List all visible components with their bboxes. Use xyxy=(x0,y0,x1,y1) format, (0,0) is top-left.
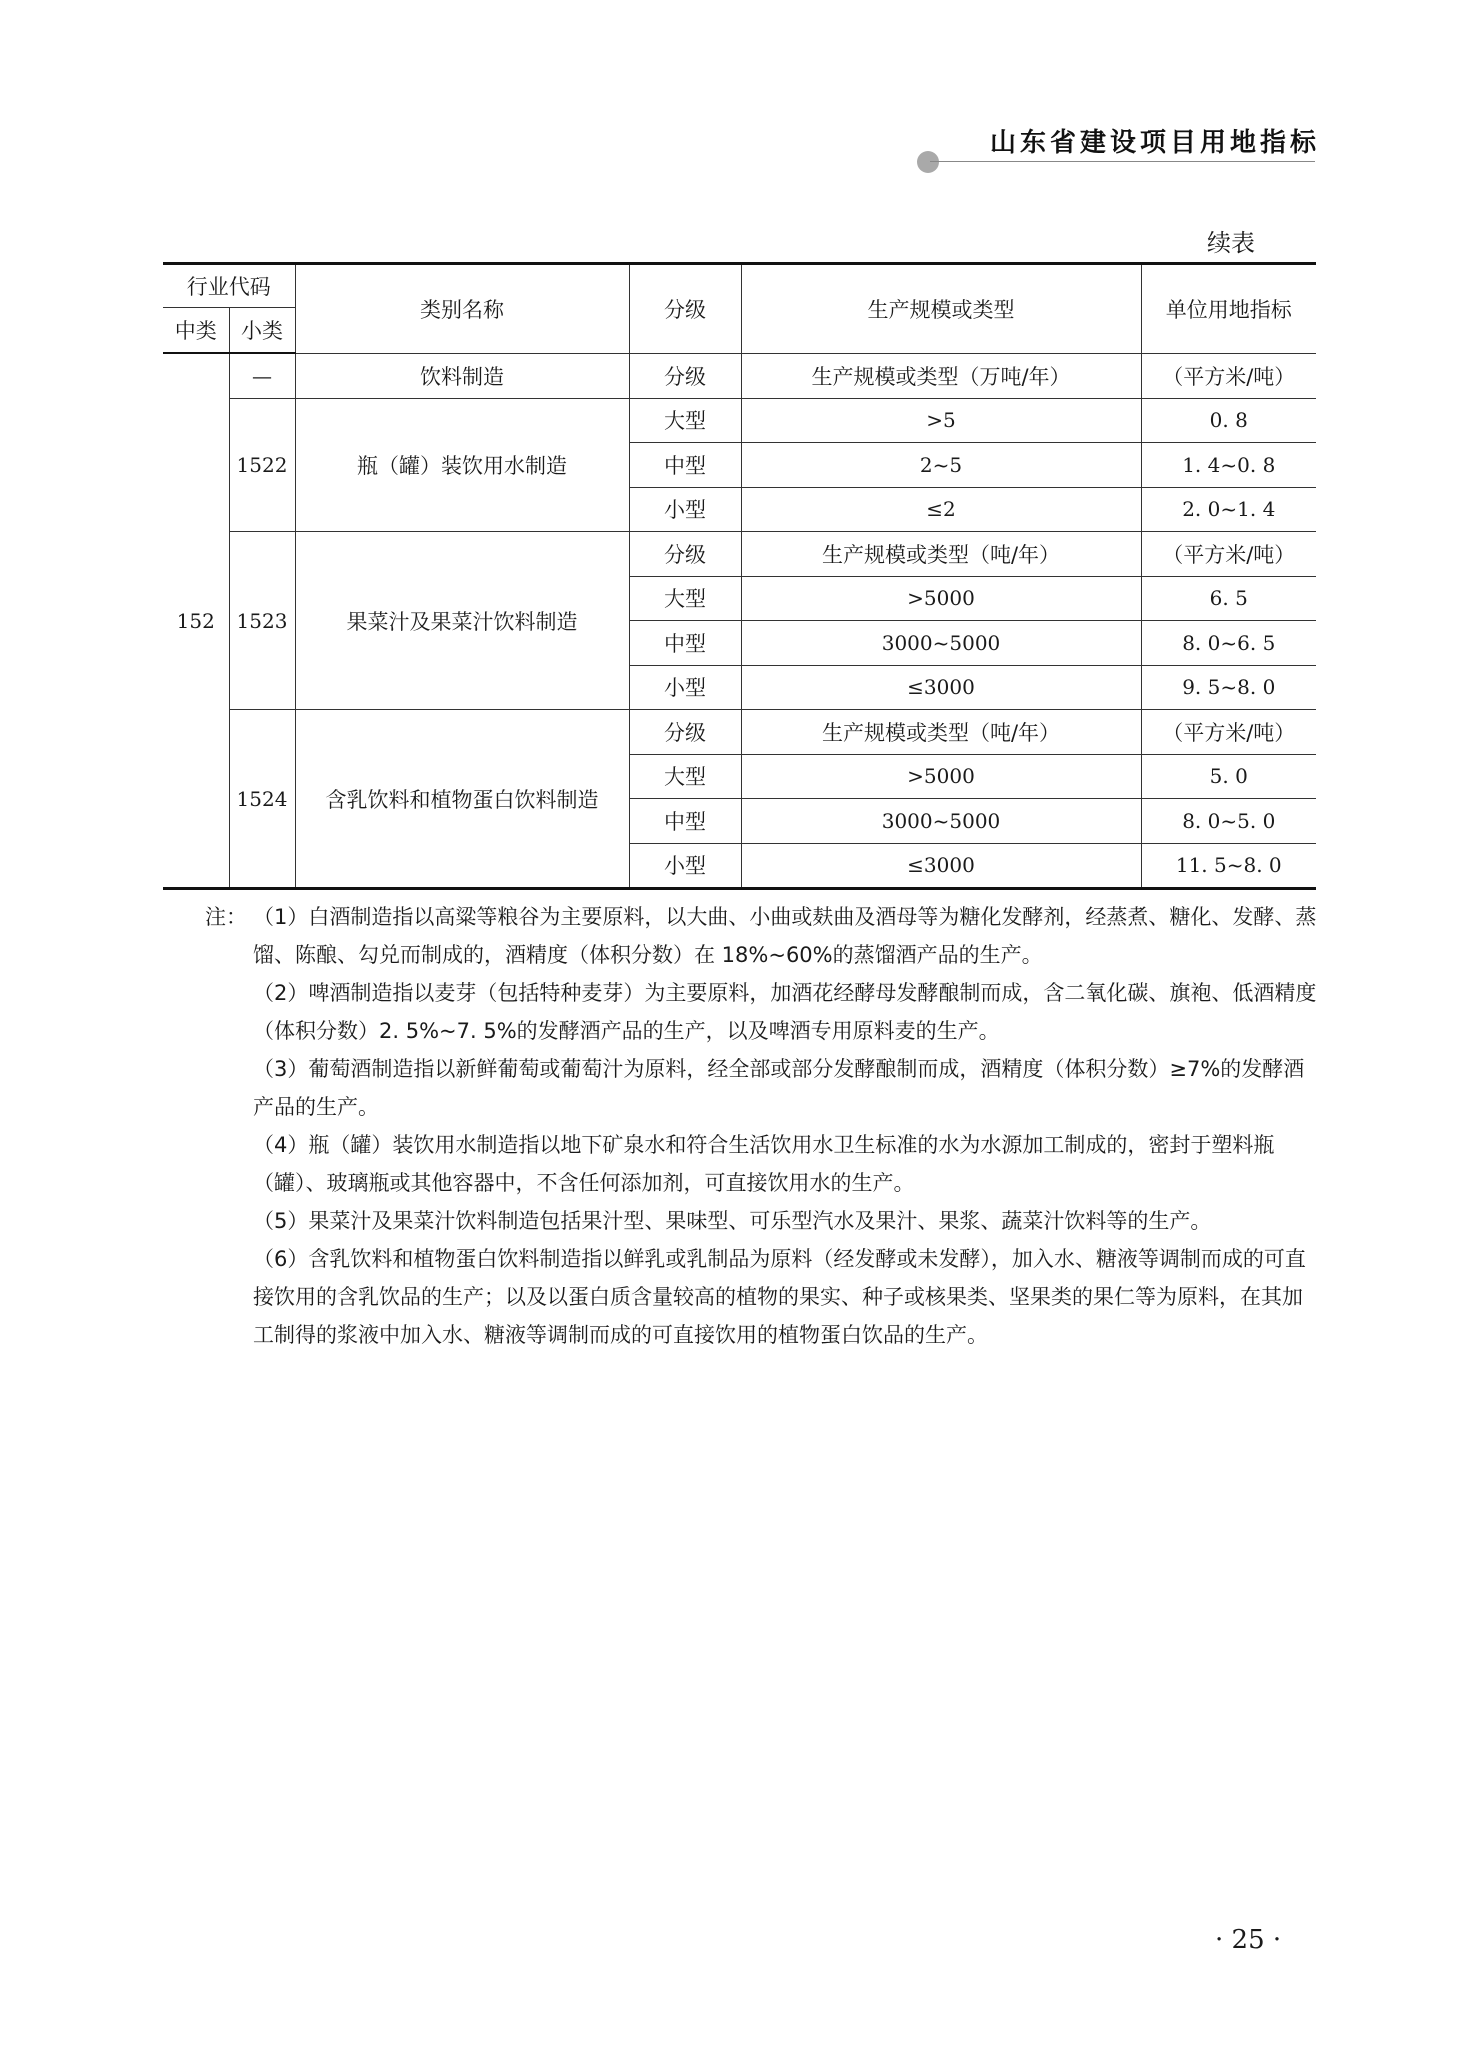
table-row xyxy=(163,710,1316,755)
scale-cell: 生产规模或类型（吨/年） xyxy=(741,532,1141,577)
note-item: （4）瓶（罐）装饮用水制造指以地下矿泉水和符合生活饮用水卫生标准的水为水源加工制成的，密封于塑料瓶（罐）、玻璃瓶或其他容器中，不含任何添加剂，可直接饮用水的生产。 xyxy=(253,1133,1275,1195)
grade-cell: 大型 xyxy=(629,398,741,443)
scale-cell: >5 xyxy=(741,398,1141,443)
value-cell: 2. 0~1. 4 xyxy=(1141,487,1316,532)
value-cell: （平方米/吨） xyxy=(1141,710,1316,755)
header-title: 山东省建设项目用地指标 xyxy=(990,128,1321,158)
scale-cell: 生产规模或类型（吨/年） xyxy=(741,710,1141,755)
header-dot xyxy=(917,151,939,173)
scale-cell: 2~5 xyxy=(741,443,1141,488)
note-item: （6）含乳饮料和植物蛋白饮料制造指以鲜乳或乳制品为原料（经发酵或未发酵），加入水、糖液等调制而成的可直接饮用的含乳饮品的生产；以及以蛋白质含量较高的植物的果实、种子或核果类、坚果类的果仁等为原料，在其加工制得的浆液中加入水、糖液等调制而成的可直接饮用的植物蛋白饮品的生产。 xyxy=(253,1247,1306,1347)
notes-prefix: 注： xyxy=(205,905,247,929)
grade-cell: 分级 xyxy=(629,353,741,398)
scale-cell: >5000 xyxy=(741,754,1141,799)
note-item xyxy=(205,898,1320,974)
scale-cell: 生产规模或类型（万吨/年） xyxy=(741,353,1141,398)
scale-cell: 3000~5000 xyxy=(741,799,1141,844)
scale-cell: ≤2 xyxy=(741,487,1141,532)
value-cell: 6. 5 xyxy=(1141,576,1316,621)
note-item: （2）啤酒制造指以麦芽（包括特种麦芽）为主要原料，加酒花经酵母发酵酿制而成，含二氧化碳、旗袍、低酒精度（体积分数）2. 5%~7. 5%的发酵酒产品的生产，以及啤酒专用原料麦的生产。 xyxy=(253,981,1317,1043)
grade-cell: 小型 xyxy=(629,665,741,710)
value-cell: 5. 0 xyxy=(1141,754,1316,799)
sub-class-code: 1523 xyxy=(229,532,295,710)
grade-cell: 分级 xyxy=(629,532,741,577)
table-row xyxy=(163,398,1316,443)
header-sub-class: 小类 xyxy=(229,308,295,354)
header-grade: 分级 xyxy=(629,264,741,354)
value-cell: 8. 0~5. 0 xyxy=(1141,799,1316,844)
sub-class-code: 1522 xyxy=(229,398,295,532)
note-item: （5）果菜汁及果菜汁饮料制造包括果汁型、果味型、可乐型汽水及果汁、果浆、蔬菜汁饮料等的生产。 xyxy=(253,1209,1212,1233)
grade-cell: 分级 xyxy=(629,710,741,755)
grade-cell: 大型 xyxy=(629,754,741,799)
header-unit-index: 单位用地指标 xyxy=(1141,264,1316,354)
category-name: 饮料制造 xyxy=(295,353,629,398)
grade-cell: 中型 xyxy=(629,443,741,488)
header-mid-class: 中类 xyxy=(163,308,229,354)
mid-class-code: 152 xyxy=(163,353,229,889)
header-category-name: 类别名称 xyxy=(295,264,629,354)
category-name: 瓶（罐）装饮用水制造 xyxy=(295,398,629,532)
scale-cell: 3000~5000 xyxy=(741,621,1141,666)
value-cell: 0. 8 xyxy=(1141,398,1316,443)
grade-cell: 小型 xyxy=(629,487,741,532)
scale-cell: ≤3000 xyxy=(741,843,1141,889)
note-item: （3）葡萄酒制造指以新鲜葡萄或葡萄汁为原料，经全部或部分发酵酿制而成，酒精度（体积分数）≥7%的发酵酒产品的生产。 xyxy=(253,1057,1305,1119)
value-cell: 1. 4~0. 8 xyxy=(1141,443,1316,488)
notes-section xyxy=(205,898,1320,1354)
note-text: （1）白酒制造指以高粱等粮谷为主要原料，以大曲、小曲或麸曲及酒母等为糖化发酵剂，经蒸煮、糖化、发酵、蒸馏、陈酿、勾兑而制成的，酒精度（体积分数）在 18%~60%的蒸馏酒产品的生产。 xyxy=(253,905,1317,967)
table-row xyxy=(163,532,1316,577)
land-index-table xyxy=(163,262,1316,890)
sub-class-code: — xyxy=(229,353,295,398)
header-rule xyxy=(930,161,1315,162)
grade-cell: 小型 xyxy=(629,843,741,889)
grade-cell: 中型 xyxy=(629,799,741,844)
continued-label: 续表 xyxy=(1207,229,1255,257)
table-row xyxy=(163,353,1316,398)
value-cell: 8. 0~6. 5 xyxy=(1141,621,1316,666)
sub-class-code: 1524 xyxy=(229,710,295,889)
value-cell: 9. 5~8. 0 xyxy=(1141,665,1316,710)
scale-cell: >5000 xyxy=(741,576,1141,621)
page-number: · 25 · xyxy=(1215,1925,1282,1955)
header-industry-code: 行业代码 xyxy=(163,264,295,308)
scale-cell: ≤3000 xyxy=(741,665,1141,710)
header-scale: 生产规模或类型 xyxy=(741,264,1141,354)
grade-cell: 中型 xyxy=(629,621,741,666)
unit-cell: （平方米/吨） xyxy=(1141,353,1316,398)
value-cell: （平方米/吨） xyxy=(1141,532,1316,577)
category-name: 果菜汁及果菜汁饮料制造 xyxy=(295,532,629,710)
grade-cell: 大型 xyxy=(629,576,741,621)
category-name: 含乳饮料和植物蛋白饮料制造 xyxy=(295,710,629,889)
value-cell: 11. 5~8. 0 xyxy=(1141,843,1316,889)
